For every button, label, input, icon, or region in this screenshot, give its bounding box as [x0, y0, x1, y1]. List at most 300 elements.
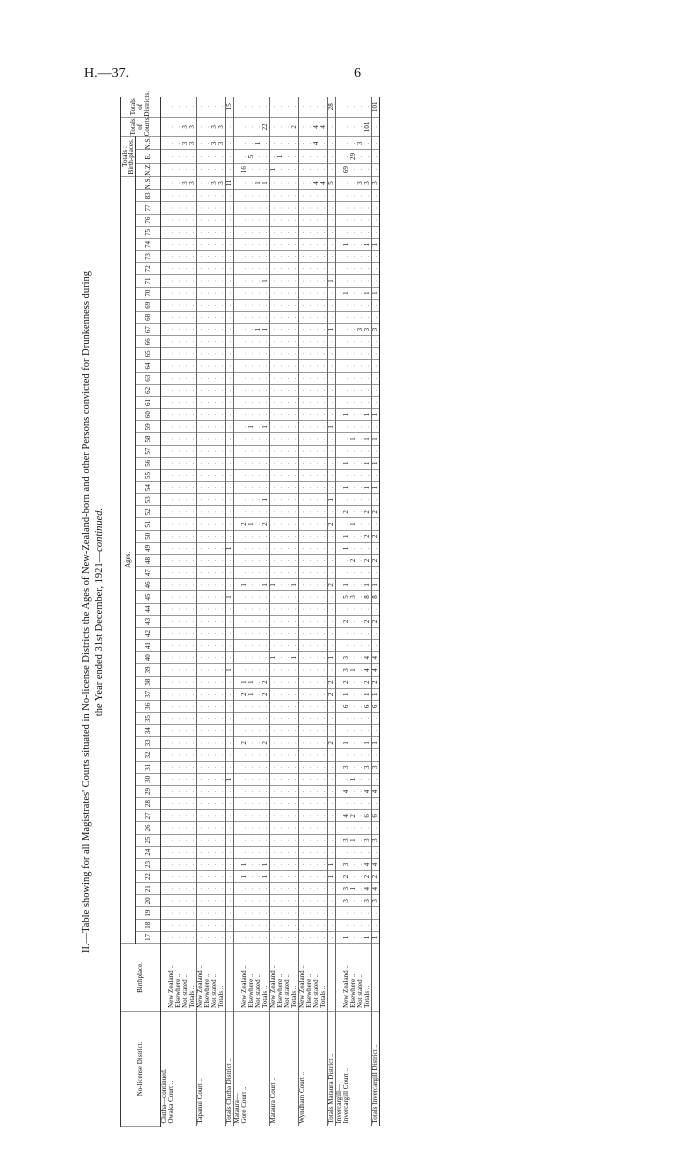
empty-cell: .: [255, 907, 262, 919]
empty-cell: .: [255, 311, 262, 323]
header-age: 35: [136, 713, 161, 725]
empty-cell: .: [306, 810, 313, 822]
empty-cell: .: [306, 457, 313, 469]
empty-cell: .: [299, 542, 307, 554]
empty-cell: .: [350, 137, 357, 150]
empty-cell: .: [343, 469, 350, 481]
empty-cell: .: [262, 299, 270, 311]
empty-cell: .: [218, 457, 226, 469]
value-cell: 2: [364, 615, 372, 627]
empty-cell: .: [168, 567, 175, 579]
empty-cell: .: [291, 202, 299, 214]
empty-cell: .: [350, 749, 357, 761]
empty-cell: .: [277, 785, 284, 797]
empty-cell: .: [364, 713, 372, 725]
empty-cell: .: [211, 883, 218, 895]
empty-cell: .: [197, 615, 205, 627]
empty-cell: .: [197, 150, 205, 163]
empty-cell: .: [248, 640, 255, 652]
empty-cell: .: [168, 251, 175, 263]
empty-cell: .: [168, 931, 175, 943]
empty-cell: .: [197, 494, 205, 506]
empty-cell: .: [197, 299, 205, 311]
empty-cell: .: [218, 445, 226, 457]
empty-cell: .: [255, 640, 262, 652]
empty-cell: .: [182, 579, 189, 591]
empty-cell: .: [218, 615, 226, 627]
empty-cell: .: [320, 163, 328, 176]
empty-cell: .: [204, 883, 211, 895]
empty-cell: .: [270, 287, 278, 299]
empty-cell: .: [328, 700, 336, 712]
empty-cell: .: [204, 554, 211, 566]
empty-cell: .: [306, 846, 313, 858]
empty-cell: .: [248, 591, 255, 603]
header-district: No-license District.: [121, 1011, 161, 1126]
empty-cell: .: [299, 251, 307, 263]
empty-cell: .: [204, 907, 211, 919]
empty-cell: .: [182, 214, 189, 226]
empty-cell: .: [328, 931, 336, 943]
value-cell: 2: [372, 676, 380, 688]
empty-cell: .: [204, 846, 211, 858]
empty-cell: .: [262, 798, 270, 810]
empty-cell: .: [168, 615, 175, 627]
empty-cell: .: [350, 700, 357, 712]
empty-cell: .: [313, 554, 320, 566]
empty-cell: .: [320, 275, 328, 287]
empty-cell: .: [189, 627, 197, 639]
empty-cell: .: [372, 749, 380, 761]
empty-cell: .: [204, 530, 211, 542]
empty-cell: .: [168, 652, 175, 664]
empty-cell: .: [291, 97, 299, 117]
empty-cell: .: [197, 202, 205, 214]
empty-cell: .: [343, 190, 350, 202]
empty-cell: .: [255, 858, 262, 870]
empty-cell: .: [262, 190, 270, 202]
empty-cell: .: [197, 725, 205, 737]
empty-cell: .: [175, 542, 182, 554]
empty-cell: .: [189, 348, 197, 360]
header-age: 76: [136, 214, 161, 226]
district-cell: Tapanui Court ..: [196, 1078, 204, 1124]
empty-cell: .: [284, 396, 291, 408]
empty-cell: .: [284, 627, 291, 639]
header-age: 24: [136, 846, 161, 858]
empty-cell: .: [313, 384, 320, 396]
empty-cell: .: [255, 163, 262, 176]
value-cell: 3: [218, 117, 226, 137]
table-row: [248, 97, 255, 1127]
value-cell: 2: [291, 117, 299, 137]
empty-cell: .: [197, 737, 205, 749]
empty-cell: .: [262, 348, 270, 360]
empty-cell: .: [313, 150, 320, 163]
empty-cell: .: [364, 372, 372, 384]
empty-cell: .: [168, 737, 175, 749]
empty-cell: .: [189, 336, 197, 348]
table-row: [306, 97, 313, 1127]
empty-cell: .: [189, 494, 197, 506]
empty-cell: .: [182, 518, 189, 530]
empty-cell: .: [291, 190, 299, 202]
empty-cell: .: [255, 238, 262, 250]
empty-cell: .: [320, 348, 328, 360]
empty-cell: .: [291, 615, 299, 627]
empty-cell: .: [291, 372, 299, 384]
empty-cell: .: [218, 506, 226, 518]
empty-cell: .: [313, 494, 320, 506]
empty-cell: .: [306, 919, 313, 931]
table-row: [255, 97, 262, 1127]
empty-cell: .: [328, 554, 336, 566]
empty-cell: .: [168, 883, 175, 895]
empty-cell: .: [270, 834, 278, 846]
empty-cell: .: [255, 506, 262, 518]
empty-cell: .: [204, 579, 211, 591]
empty-cell: .: [255, 202, 262, 214]
empty-cell: .: [270, 773, 278, 785]
empty-cell: .: [226, 749, 234, 761]
value-cell: 22: [262, 117, 270, 137]
empty-cell: .: [284, 822, 291, 834]
empty-cell: .: [320, 518, 328, 530]
empty-cell: .: [241, 542, 248, 554]
empty-cell: .: [313, 190, 320, 202]
empty-cell: .: [270, 117, 278, 137]
value-cell: 4: [364, 858, 372, 870]
empty-cell: .: [270, 676, 278, 688]
empty-cell: .: [182, 275, 189, 287]
empty-cell: .: [277, 336, 284, 348]
empty-cell: .: [241, 433, 248, 445]
value-cell: 2: [343, 615, 350, 627]
empty-cell: .: [277, 725, 284, 737]
empty-cell: .: [372, 202, 380, 214]
value-cell: 1: [343, 287, 350, 299]
birthplace-cell: Elsewhere ..: [306, 943, 313, 1011]
empty-cell: .: [284, 858, 291, 870]
empty-cell: .: [248, 238, 255, 250]
value-cell: 1: [328, 494, 336, 506]
empty-cell: .: [299, 871, 307, 883]
empty-cell: .: [284, 433, 291, 445]
empty-cell: .: [277, 137, 284, 150]
empty-cell: .: [241, 834, 248, 846]
empty-cell: .: [277, 615, 284, 627]
empty-cell: .: [277, 433, 284, 445]
empty-cell: .: [306, 506, 313, 518]
empty-cell: .: [175, 737, 182, 749]
empty-cell: .: [189, 469, 197, 481]
empty-cell: .: [357, 372, 364, 384]
empty-cell: .: [270, 627, 278, 639]
empty-cell: .: [182, 591, 189, 603]
empty-cell: .: [328, 615, 336, 627]
empty-cell: .: [255, 895, 262, 907]
empty-cell: .: [364, 214, 372, 226]
empty-cell: .: [248, 251, 255, 263]
empty-cell: .: [197, 895, 205, 907]
empty-cell: .: [168, 798, 175, 810]
empty-cell: .: [182, 384, 189, 396]
value-cell: 1: [350, 433, 357, 445]
empty-cell: .: [364, 603, 372, 615]
page-number: 6: [354, 66, 361, 81]
empty-cell: .: [291, 919, 299, 931]
empty-cell: .: [262, 336, 270, 348]
empty-cell: .: [168, 238, 175, 250]
empty-cell: .: [255, 494, 262, 506]
empty-cell: .: [175, 97, 182, 117]
empty-cell: .: [248, 311, 255, 323]
empty-cell: .: [197, 749, 205, 761]
empty-cell: .: [182, 457, 189, 469]
empty-cell: .: [218, 263, 226, 275]
empty-cell: .: [241, 713, 248, 725]
empty-cell: .: [320, 871, 328, 883]
empty-cell: .: [255, 931, 262, 943]
empty-cell: .: [175, 676, 182, 688]
empty-cell: .: [226, 834, 234, 846]
empty-cell: .: [313, 871, 320, 883]
empty-cell: .: [284, 287, 291, 299]
empty-cell: .: [313, 907, 320, 919]
birthplace-cell: New Zealand ..: [270, 943, 278, 1011]
empty-cell: .: [241, 895, 248, 907]
empty-cell: .: [277, 348, 284, 360]
empty-cell: .: [284, 457, 291, 469]
empty-cell: .: [350, 360, 357, 372]
empty-cell: .: [197, 251, 205, 263]
birthplace-cell: Not stated ..: [313, 943, 320, 1011]
empty-cell: .: [313, 713, 320, 725]
header-age: 56: [136, 457, 161, 469]
empty-cell: .: [291, 396, 299, 408]
empty-cell: .: [270, 336, 278, 348]
empty-cell: .: [175, 931, 182, 943]
empty-cell: .: [262, 372, 270, 384]
empty-cell: .: [248, 579, 255, 591]
empty-cell: .: [277, 372, 284, 384]
empty-cell: .: [299, 457, 307, 469]
empty-cell: .: [291, 713, 299, 725]
empty-cell: .: [204, 810, 211, 822]
empty-cell: .: [299, 737, 307, 749]
empty-cell: .: [343, 822, 350, 834]
empty-cell: .: [211, 311, 218, 323]
empty-cell: .: [168, 518, 175, 530]
empty-cell: .: [277, 214, 284, 226]
empty-cell: .: [320, 883, 328, 895]
empty-cell: .: [197, 97, 205, 117]
empty-cell: .: [320, 895, 328, 907]
empty-cell: .: [291, 761, 299, 773]
empty-cell: .: [284, 810, 291, 822]
empty-cell: .: [306, 163, 313, 176]
empty-cell: .: [270, 858, 278, 870]
empty-cell: .: [299, 846, 307, 858]
drunkenness-table: [120, 91, 380, 1127]
empty-cell: .: [248, 931, 255, 943]
empty-cell: .: [313, 421, 320, 433]
empty-cell: .: [241, 409, 248, 421]
empty-cell: .: [320, 652, 328, 664]
empty-cell: .: [277, 287, 284, 299]
empty-cell: .: [189, 603, 197, 615]
empty-cell: .: [320, 907, 328, 919]
empty-cell: .: [328, 287, 336, 299]
empty-cell: .: [343, 372, 350, 384]
empty-cell: .: [350, 931, 357, 943]
value-cell: 6: [364, 700, 372, 712]
empty-cell: .: [277, 688, 284, 700]
empty-cell: .: [328, 664, 336, 676]
empty-cell: .: [320, 640, 328, 652]
empty-cell: .: [306, 287, 313, 299]
empty-cell: .: [320, 190, 328, 202]
empty-cell: .: [218, 895, 226, 907]
header-age: 47: [136, 567, 161, 579]
empty-cell: .: [197, 433, 205, 445]
empty-cell: .: [189, 785, 197, 797]
table-row: [320, 97, 328, 1127]
empty-cell: .: [364, 445, 372, 457]
empty-cell: .: [277, 822, 284, 834]
value-cell: 4: [313, 176, 320, 190]
value-cell: 1: [291, 579, 299, 591]
empty-cell: .: [197, 275, 205, 287]
empty-cell: .: [255, 676, 262, 688]
empty-cell: .: [328, 506, 336, 518]
empty-cell: .: [218, 761, 226, 773]
value-cell: 1: [270, 652, 278, 664]
empty-cell: .: [248, 542, 255, 554]
empty-cell: .: [284, 567, 291, 579]
empty-cell: .: [182, 348, 189, 360]
empty-cell: .: [357, 336, 364, 348]
empty-cell: .: [248, 506, 255, 518]
empty-cell: .: [211, 591, 218, 603]
empty-cell: .: [277, 202, 284, 214]
header-age: 38: [136, 676, 161, 688]
empty-cell: .: [357, 494, 364, 506]
empty-cell: .: [320, 336, 328, 348]
empty-cell: .: [284, 554, 291, 566]
empty-cell: .: [364, 348, 372, 360]
value-cell: 1: [343, 737, 350, 749]
empty-cell: .: [299, 137, 307, 150]
empty-cell: .: [211, 810, 218, 822]
empty-cell: .: [241, 567, 248, 579]
empty-cell: .: [182, 907, 189, 919]
empty-cell: .: [372, 251, 380, 263]
empty-cell: .: [277, 591, 284, 603]
empty-cell: .: [284, 117, 291, 137]
empty-cell: .: [372, 919, 380, 931]
empty-cell: .: [320, 810, 328, 822]
empty-cell: .: [306, 299, 313, 311]
empty-cell: .: [248, 482, 255, 494]
empty-cell: .: [350, 822, 357, 834]
empty-cell: .: [313, 396, 320, 408]
header-age: 25: [136, 834, 161, 846]
empty-cell: .: [255, 761, 262, 773]
empty-cell: .: [168, 603, 175, 615]
empty-cell: .: [350, 603, 357, 615]
empty-cell: .: [211, 761, 218, 773]
empty-cell: .: [299, 287, 307, 299]
empty-cell: .: [226, 263, 234, 275]
value-cell: 1: [364, 737, 372, 749]
empty-cell: .: [284, 846, 291, 858]
empty-cell: .: [189, 798, 197, 810]
empty-cell: .: [226, 603, 234, 615]
empty-cell: .: [284, 150, 291, 163]
empty-cell: .: [357, 348, 364, 360]
empty-cell: .: [182, 409, 189, 421]
value-cell: 28: [328, 97, 336, 117]
empty-cell: .: [218, 676, 226, 688]
empty-cell: .: [291, 603, 299, 615]
empty-cell: .: [189, 202, 197, 214]
table-row: [343, 97, 350, 1127]
value-cell: 6: [372, 700, 380, 712]
empty-cell: .: [204, 798, 211, 810]
empty-cell: .: [350, 506, 357, 518]
empty-cell: .: [277, 384, 284, 396]
empty-cell: .: [284, 445, 291, 457]
header-age: 53: [136, 494, 161, 506]
empty-cell: .: [204, 700, 211, 712]
table-row: [211, 97, 218, 1127]
value-cell: 1: [364, 433, 372, 445]
empty-cell: .: [226, 137, 234, 150]
empty-cell: .: [255, 810, 262, 822]
empty-cell: .: [306, 214, 313, 226]
empty-cell: .: [218, 931, 226, 943]
value-cell: 1: [343, 482, 350, 494]
empty-cell: .: [218, 871, 226, 883]
empty-cell: .: [364, 469, 372, 481]
empty-cell: .: [189, 688, 197, 700]
empty-cell: .: [277, 834, 284, 846]
empty-cell: .: [328, 263, 336, 275]
empty-cell: .: [197, 176, 205, 190]
empty-cell: .: [270, 530, 278, 542]
empty-cell: .: [357, 409, 364, 421]
value-cell: 1: [262, 275, 270, 287]
empty-cell: .: [364, 542, 372, 554]
table-row: [277, 97, 284, 1127]
empty-cell: .: [255, 834, 262, 846]
empty-cell: .: [291, 895, 299, 907]
empty-cell: .: [218, 299, 226, 311]
empty-cell: .: [364, 822, 372, 834]
empty-cell: .: [168, 822, 175, 834]
empty-cell: .: [291, 238, 299, 250]
empty-cell: .: [270, 190, 278, 202]
empty-cell: .: [262, 883, 270, 895]
empty-cell: .: [211, 749, 218, 761]
empty-cell: .: [226, 883, 234, 895]
empty-cell: .: [313, 542, 320, 554]
empty-cell: .: [284, 725, 291, 737]
empty-cell: .: [291, 858, 299, 870]
empty-cell: .: [168, 482, 175, 494]
empty-cell: .: [241, 202, 248, 214]
